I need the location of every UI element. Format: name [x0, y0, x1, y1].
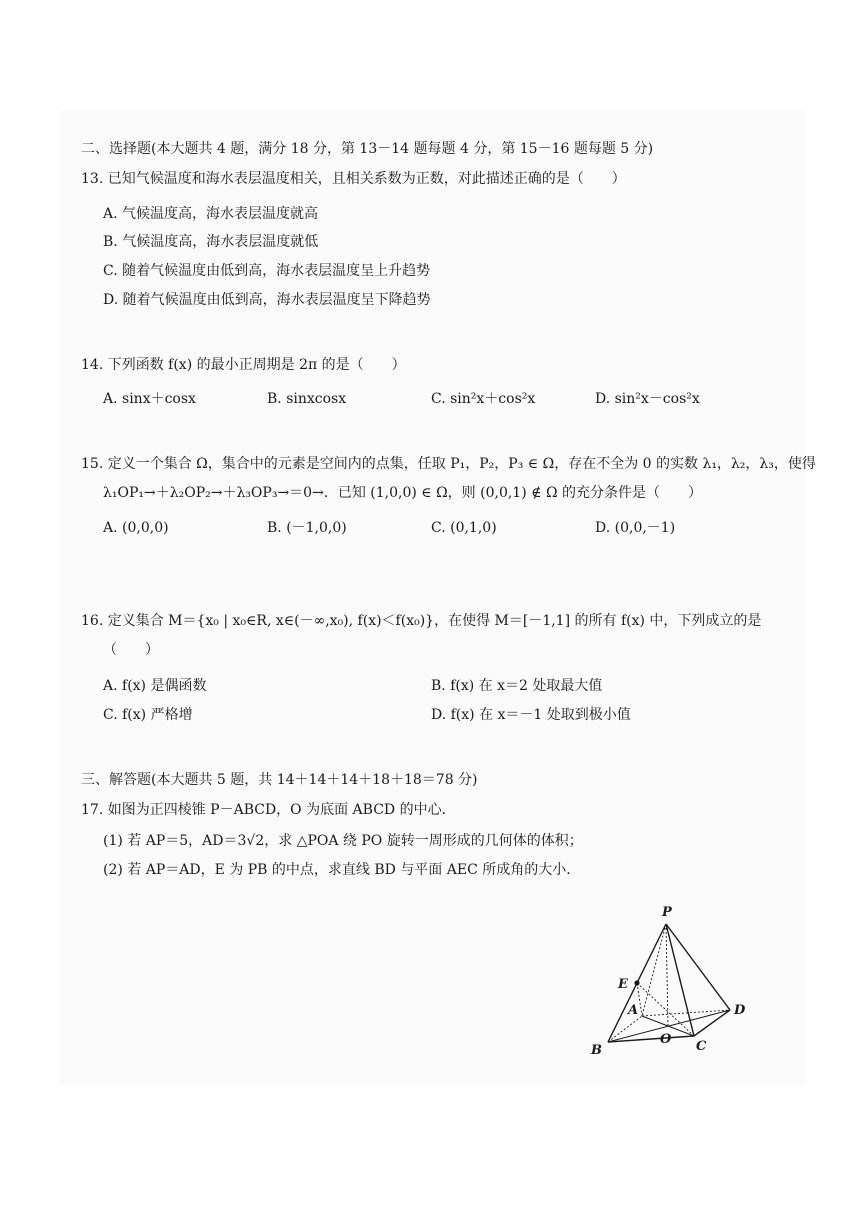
label-o: O: [660, 1032, 672, 1047]
segment-ec: [637, 983, 694, 1036]
q14-option-a: A. sinx＋cosx: [103, 391, 196, 407]
label-p: P: [662, 905, 672, 920]
q16-option-b: B. f(x) 在 x＝2 处取最大值: [431, 678, 603, 694]
q15-option-b: B. (－1,0,0): [267, 520, 347, 536]
q14-stem: 14. 下列函数 f(x) 的最小正周期是 2π 的是（ ）: [81, 357, 406, 373]
edge-pa: [642, 924, 666, 1016]
q17-part-2: (2) 若 AP＝AD，E 为 PB 的中点，求直线 BD 与平面 AEC 所成角的大小．: [103, 862, 581, 878]
q14-option-b: B. sinxcosx: [267, 391, 347, 407]
q13-option-c: C. 随着气候温度由低到高，海水表层温度呈上升趋势: [103, 263, 431, 279]
q14-option-c: C. sin²x＋cos²x: [431, 391, 536, 407]
point-e: [634, 980, 639, 985]
q13-option-d: D. 随着气候温度由低到高，海水表层温度呈下降趋势: [103, 292, 431, 308]
q14-option-d: D. sin²x－cos²x: [595, 391, 700, 407]
q15-stem-line2: λ₁OP₁→＋λ₂OP₂→＋λ₃OP₃→＝0→．已知 (1,0,0) ∈ Ω，则 (0,0,1) ∉ Ω 的充分条件是（ ）: [103, 485, 702, 501]
q16-stem-line1: 16. 定义集合 M＝{x₀ | x₀∈R, x∈(－∞,x₀), f(x)＜f(x₀)}，在使得 M＝[－1,1] 的所有 f(x) 中，下列成立的是: [81, 613, 762, 629]
q15-option-c: C. (0,1,0): [431, 520, 497, 536]
label-e: E: [618, 977, 628, 992]
q13-option-a: A. 气候温度高，海水表层温度就高: [103, 206, 319, 222]
label-a: A: [628, 1003, 639, 1018]
label-d: D: [734, 1003, 746, 1018]
q16-option-a: A. f(x) 是偶函数: [103, 678, 207, 694]
label-b: B: [591, 1043, 602, 1058]
pyramid-figure: [578, 902, 778, 1067]
edge-ab: [608, 1016, 642, 1042]
q13-stem: 13. 已知气候温度和海水表层温度相关，且相关系数为正数，对此描述正确的是（ ）: [81, 171, 626, 187]
q15-stem-line1: 15. 定义一个集合 Ω，集合中的元素是空间内的点集，任取 P₁，P₂，P₃ ∈ Ω，存在不全为 0 的实数 λ₁，λ₂，λ₃，使得: [81, 456, 816, 472]
label-c: C: [696, 1039, 707, 1054]
section-3-header: 三、解答题(本大题共 5 题，共 14＋14＋14＋18＋18＝78 分): [81, 772, 478, 788]
pyramid-diagram: [578, 902, 778, 1067]
q17-stem: 17. 如图为正四棱锥 P－ABCD，O 为底面 ABCD 的中心．: [81, 802, 456, 818]
edge-cd: [694, 1010, 730, 1036]
section-2-header: 二、选择题(本大题共 4 题，满分 18 分，第 13－14 题每题 4 分，第 15－16 题每题 5 分): [81, 141, 654, 157]
q13-option-b: B. 气候温度高，海水表层温度就低: [103, 234, 319, 250]
q17-part-1: (1) 若 AP＝5，AD＝3√2，求 △POA 绕 PO 旋转一周形成的几何体的体积；: [103, 833, 583, 849]
edge-pc: [666, 924, 694, 1036]
q16-stem-line2: （ ）: [103, 642, 159, 658]
q16-option-d: D. f(x) 在 x＝－1 处取到极小值: [431, 707, 631, 723]
edge-pd: [666, 924, 730, 1010]
q15-option-d: D. (0,0,－1): [595, 520, 676, 536]
q15-option-a: A. (0,0,0): [103, 520, 169, 536]
q16-option-c: C. f(x) 严格增: [103, 707, 193, 723]
